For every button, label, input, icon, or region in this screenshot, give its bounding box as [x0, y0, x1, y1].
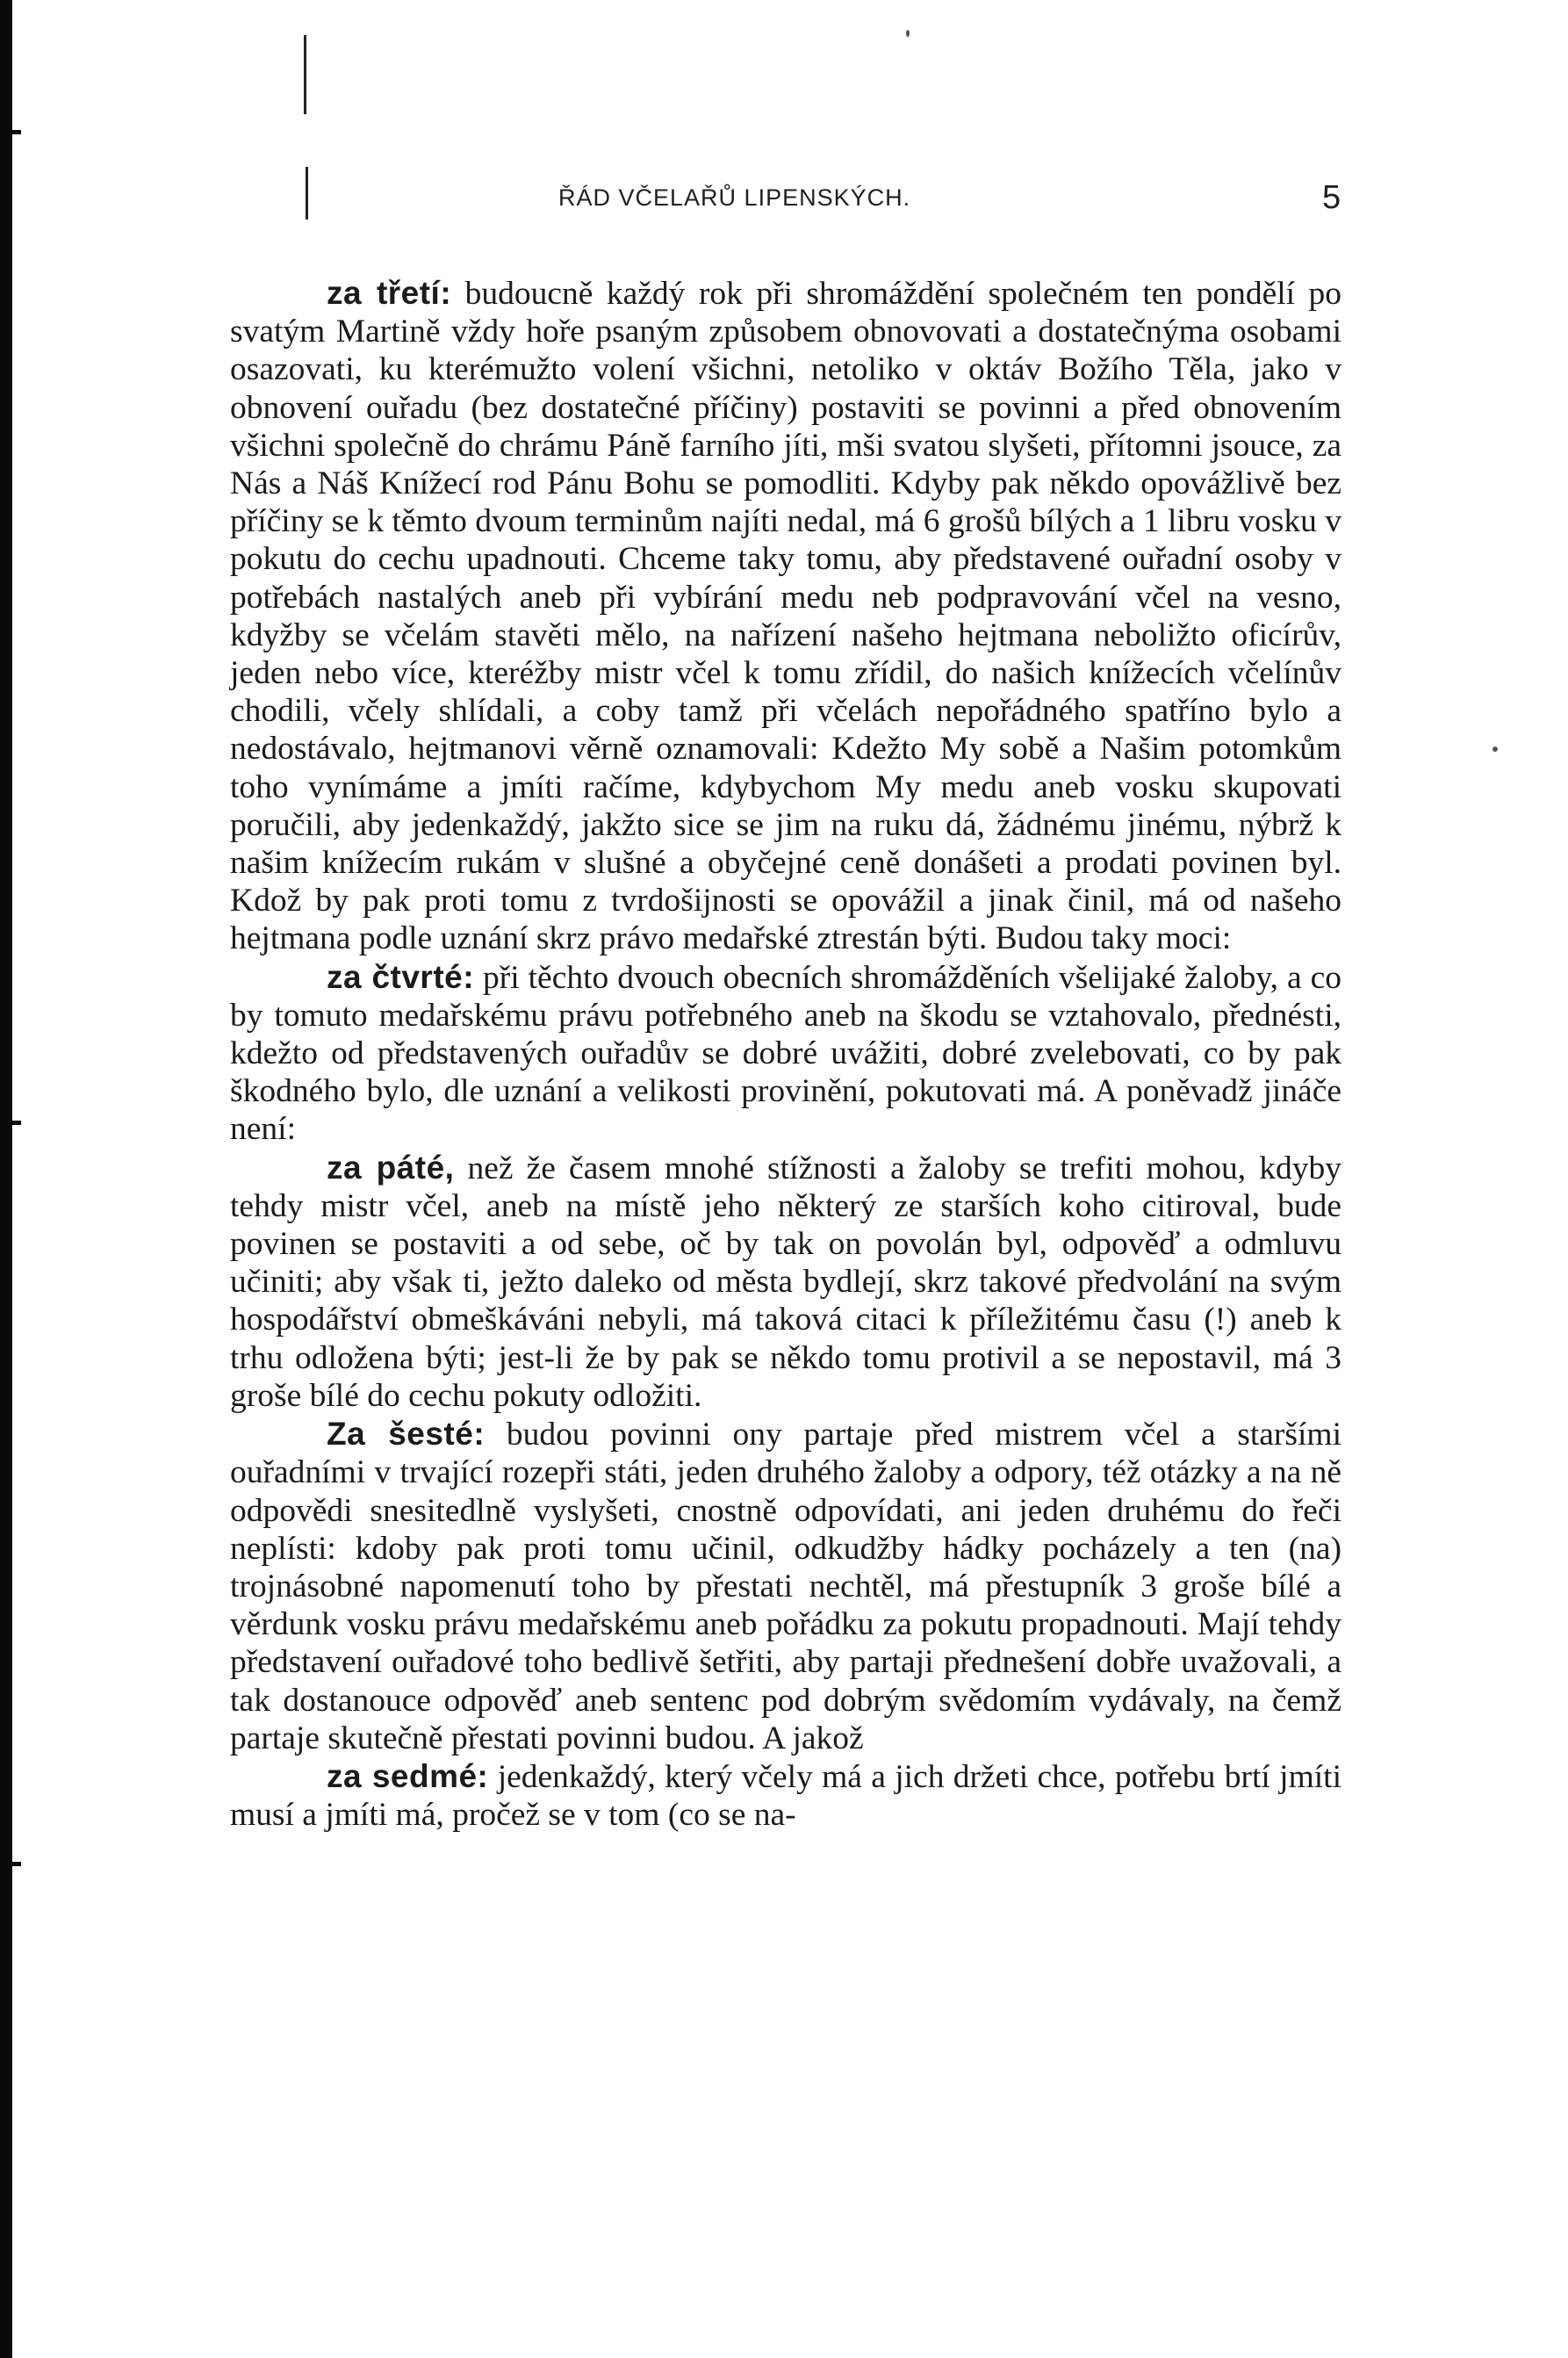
section-lead: za páté, [327, 1149, 455, 1186]
paragraph [230, 1415, 1341, 1757]
section-lead: za třetí: [327, 275, 452, 311]
paragraph [230, 1149, 1341, 1415]
scan-speck [906, 30, 910, 37]
paragraph [230, 274, 1341, 958]
paragraph-text: budoucně každý rok při shromáždění společném ten pondělí po svatým Martině vždy hoře psaným způsobem obnovovati a dostatečnýma osobami osazovati, ku kterémužto volení všichni, netoliko v oktáv Božího Těla, jako v obnovení ouřadu (bez dostatečné příčiny) postaviti se povinni a před obnovením všichni společně do chrámu Páně farního jíti, mši svatou slyšeti, přítomni jsouce, za Nás a Náš Knížecí rod Pánu Bohu se pomodliti. Kdyby pak někdo opovážlivě bez příčiny se k těmto dvoum terminům najíti nedal, má 6 grošů bílých a 1 libru vosku v pokutu do cechu upadnouti. Chceme taky tomu, aby představené ouřadní osoby v potřebách nastalých aneb při vybírání medu neb podpravování včel na vesno, kdyžby se včelám stavěti mělo, na nařízení našeho hejtmana neboližto oficírův, jeden nebo více, kteréžby mistr včel k tomu zřídil, do našich knížecích včelínův chodili, včely shlídali, a coby tamž při včelách nepořádného spatříno bylo a nedostávalo, hejtmanovi věrně oznamovali: Kdežto My sobě a Našim potomkům toho vynímáme a jmíti račíme, kdybychom My medu aneb vosku skupovati poručili, aby jedenkaždý, jakžto sice se jim na ruku dá, žádnému jinému, nýbrž k našim knížecím rukám v slušné a obyčejné ceně donášeti a prodati povinen byl. Kdož by pak proti tomu z tvrdošijnosti se opovážil a jinak činil, má od našeho hejtmana podle uznání skrz právo medařské ztrestán býti. Budou taky moci: [230, 276, 1342, 957]
page-header [0, 179, 1568, 223]
margin-rule-mark [304, 35, 306, 114]
section-lead: za čtvrté: [327, 958, 475, 995]
section-lead: za sedmé: [327, 1757, 489, 1794]
running-title: ŘÁD VČELAŘŮ LIPENSKÝCH. [558, 184, 911, 211]
paragraph [230, 958, 1341, 1149]
paragraph-text: jedenkaždý, který včely má a jich držeti chce, potřebu brtí jmíti musí a jmíti má, pročež se v tom (co se na- [230, 1758, 1341, 1834]
paragraph-text: než že časem mnohé stížnosti a žaloby se trefiti mohou, kdyby tehdy mistr včel, aneb na místě jeho některý ze starších koho citiroval, bude povinen se postaviti a od sebe, oč by tak on povolán byl, odpověď a odmluvu učiniti; aby však ti, ježto daleko od města bydlejí, skrz takové předvolání na svým hospodářství obmeškáváni nebyli, má taková citaci k příležitému času (!) aneb k trhu odložena býti; jest-li že by pak se někdo tomu protivil a se nepostavil, má 3 groše bílé do cechu pokuty odložiti. [230, 1150, 1341, 1414]
scan-speck [1492, 746, 1498, 752]
section-lead: Za šesté: [327, 1416, 486, 1453]
body-text [230, 274, 1341, 1834]
scan-binding-edge [0, 0, 12, 2358]
scan-edge-notch [0, 1862, 21, 1866]
paragraph [230, 1757, 1341, 1834]
paragraph-text: budou povinni ony partaje před mistrem včel a staršími ouřadními v trvající rozepři státi, jeden druhého žaloby a odpory, též otázky a na ně odpovědi snesitedlně vyslyšeti, cnostně odpovídati, ani jeden druhému do řeči neplísti: kdoby pak proti tomu učinil, odkudžby hádky pocházely a ten (na) trojnásobné napomenutí toho by přestati nechtěl, má přestupník 3 groše bílé a věrdunk vosku právu medařskému aneb pořádku za pokutu propadnouti. Mají tehdy představení ouřadové toho bedlivě šetřiti, aby partaji přednešení dobře uvažovali, a tak dostanouce odpověď aneb sentenc pod dobrým svědomím vydávaly, na čemž partaje skutečně přestati povinni budou. A jakož [230, 1417, 1341, 1756]
paragraph-text: při těchto dvouch obecních shromážděních všelijaké žaloby, a co by tomuto medařskému právu potřebného aneb na škodu se vztahovalo, přednésti, kdežto od představených ouřadův se dobré uvážiti, dobré zvelebovati, co by pak škodného bylo, dle uznání a velikosti provinění, pokutovati má. A poněvadž jináče není: [230, 959, 1341, 1148]
scan-edge-notch [0, 130, 21, 134]
page-number: 5 [1322, 179, 1341, 216]
scan-edge-notch [0, 1121, 21, 1125]
